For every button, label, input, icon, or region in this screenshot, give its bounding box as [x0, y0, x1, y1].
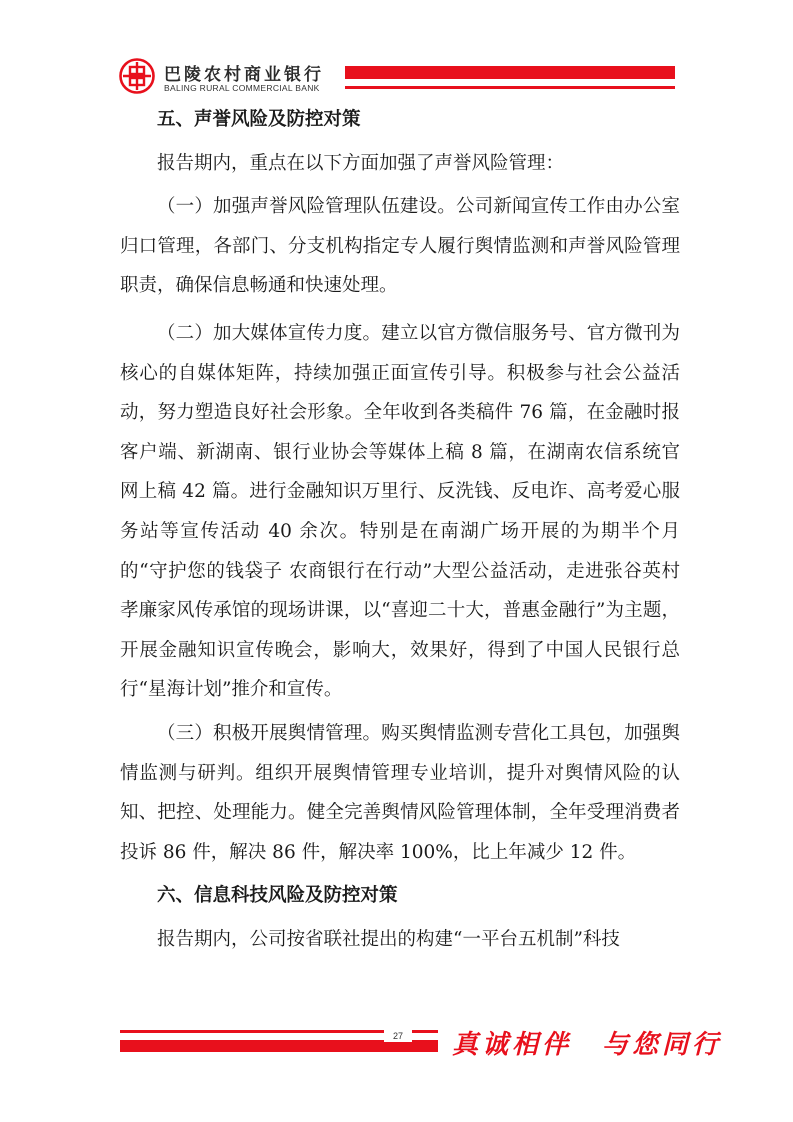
section5-item3: （三）积极开展舆情管理。购买舆情监测专营化工具包，加强舆情监测与研判。组织开展舆情管理专业培训，提升对舆情风险的认知、把控、处理能力。健全完善舆情风险管理体制，全年受理消费者投诉 86 件，解决 86 件，解决率 100%，比上年减少 12 件。	[120, 722, 680, 863]
header-red-bar	[345, 66, 675, 79]
section6-intro: 报告期内，公司按省联社提出的构建“一平台五机制”科技	[157, 928, 620, 950]
header-red-line	[345, 86, 675, 89]
bank-name-cn: 巴陵农村商业银行	[164, 65, 324, 85]
page-header	[0, 0, 793, 110]
document-body	[120, 100, 680, 959]
footer-slogan: 真诚相伴 与您同行	[452, 1030, 723, 1060]
section5-intro: 报告期内，重点在以下方面加强了声誉风险管理：	[157, 152, 565, 174]
page-number: 27	[384, 1030, 412, 1042]
section5-heading: 五、声誉风险及防控对策	[157, 109, 361, 130]
section6-heading: 六、信息科技风险及防控对策	[157, 885, 398, 907]
section5-item2: （二）加大媒体宣传力度。建立以官方微信服务号、官方微刊为核心的自媒体矩阵，持续加强正面宣传引导。积极参与社会公益活动，努力塑造良好社会形象。全年收到各类稿件 76 篇，在金融时报客户端、新湖南、银行业协会等媒体上稿 8 篇，在湖南农信系统官网上稿 42 篇。进行金融知识万里行、反洗钱、反电诈、高考爱心服务站等宣传活动 40 余次。特别是在南湖广场开展的为期半个月的“守护您的钱袋子 农商银行在行动”大型公益活动，走进张谷英村孝廉家风传承馆的现场讲课，以“喜迎二十大，普惠金融行”为主题，开展金融知识宣传晚会，影响大，效果好，得到了中国人民银行总行“星海计划”推介和宣传。	[120, 322, 680, 701]
bank-coin-logo-icon	[119, 58, 155, 94]
section5-item1: （一）加强声誉风险管理队伍建设。公司新闻宣传工作由办公室归口管理，各部门、分支机构指定专人履行舆情监测和声誉风险管理职责，确保信息畅通和快速处理。	[120, 196, 680, 297]
bank-name-en: BALING RURAL COMMERCIAL BANK	[164, 83, 320, 93]
